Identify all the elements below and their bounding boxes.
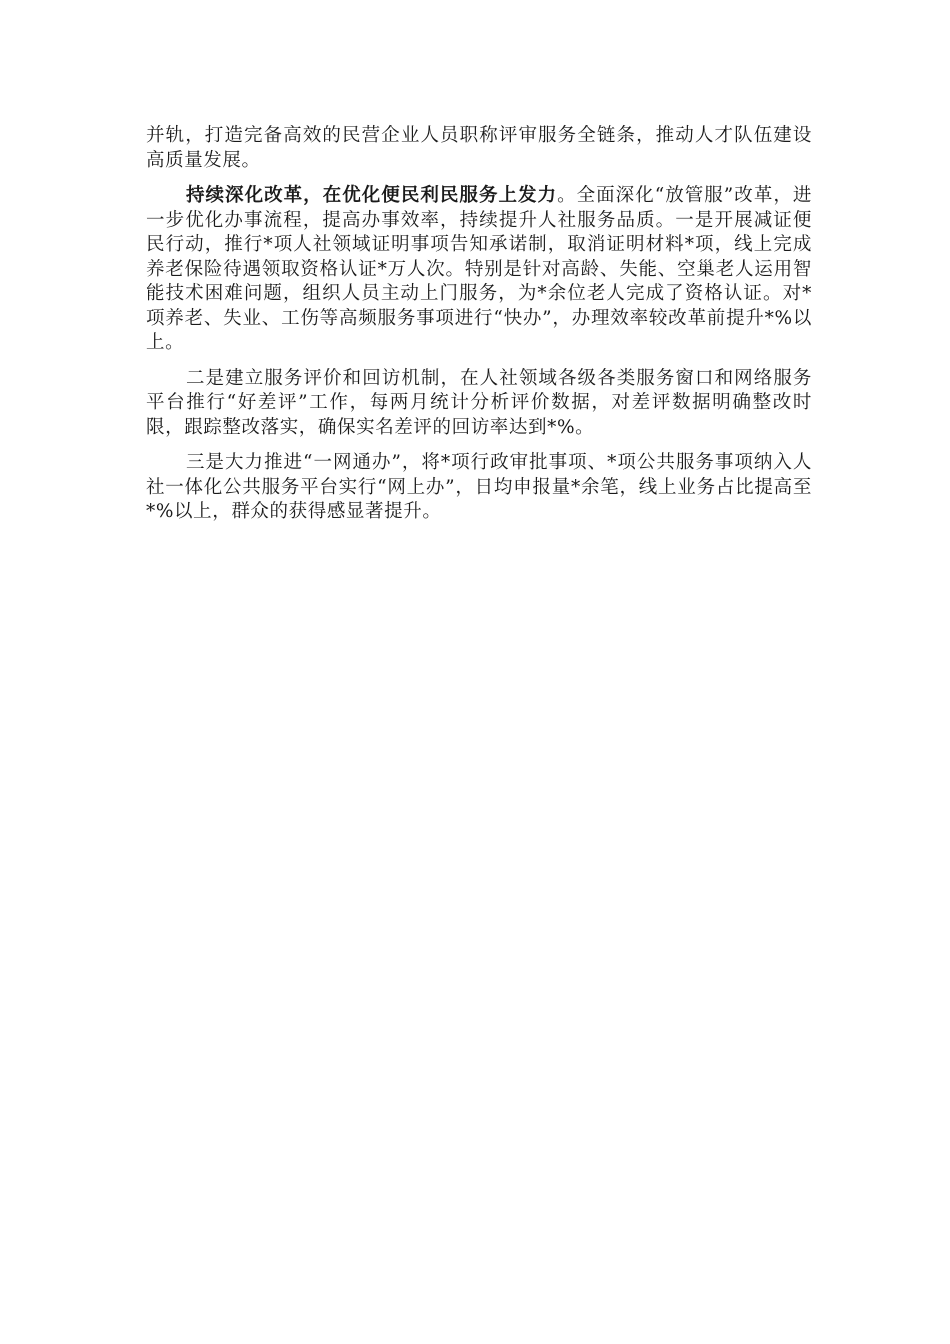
document-page (146, 124, 812, 525)
paragraph-text: 。全面深化“放管服”改革，进一步优化办事流程，提高办事效率，持续提升人社服务品质。一是开展减证便民行动，推行*项人社领域证明事项告知承诺制，取消证明材料*项，线上完成养老保险待遇领取资格认证*万人次。特别是针对高龄、失能、空巢老人运用智能技术困难问题，组织人员主动上门服务，为*余位老人完成了资格认证。对*项养老、失业、工伤等高频服务事项进行“快办”，办理效率较改革前提升*%以上。 (146, 185, 812, 353)
paragraph-evaluation (146, 367, 812, 441)
paragraph-continuation (146, 124, 812, 173)
paragraph-text: 并轨，打造完备高效的民营企业人员职称评审服务全链条，推动人才队伍建设高质量发展。 (146, 125, 812, 171)
paragraph-reform (146, 184, 812, 356)
paragraph-online-service (146, 451, 812, 525)
paragraph-lead-heading: 持续深化改革，在优化便民利民服务上发力 (186, 185, 558, 206)
paragraph-text: 二是建立服务评价和回访机制，在人社领域各级各类服务窗口和网络服务平台推行“好差评”工作，每两月统计分析评价数据，对差评数据明确整改时限，跟踪整改落实，确保实名差评的回访率达到*%。 (146, 367, 812, 438)
paragraph-text: 三是大力推进“一网通办”，将*项行政审批事项、*项公共服务事项纳入人社一体化公共服务平台实行“网上办”，日均申报量*余笔，线上业务占比提高至*%以上，群众的获得感显著提升。 (146, 452, 812, 522)
